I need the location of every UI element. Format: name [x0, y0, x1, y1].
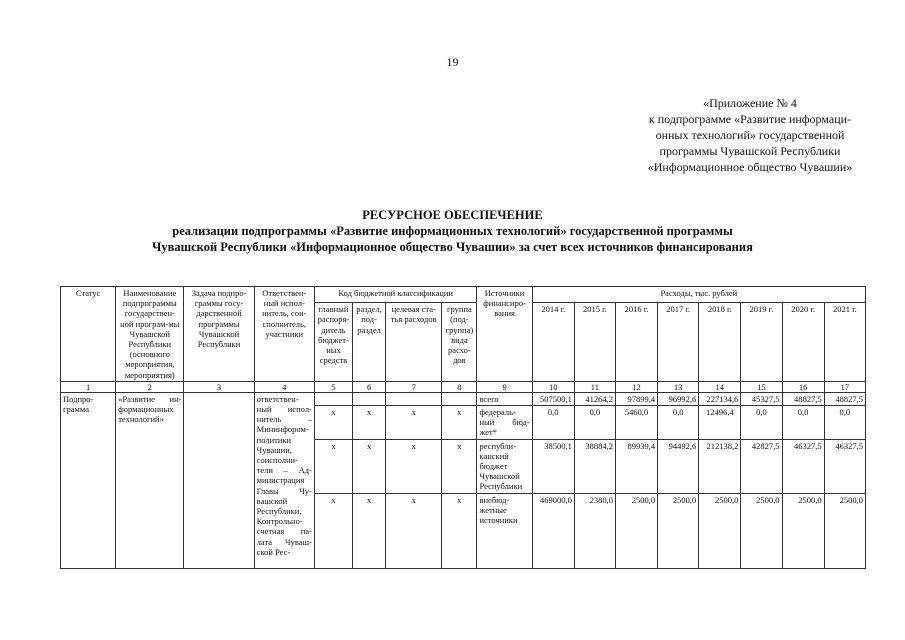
value-cell: 96992,6 [658, 392, 699, 405]
value-cell: 41264,2 [574, 392, 615, 405]
value-cell: 0,0 [824, 406, 865, 440]
value-cell: 2500,0 [615, 493, 657, 568]
header-row-1 [61, 287, 866, 303]
value-cell: 507500,1 [532, 392, 574, 405]
header-sources: Источники финансиро-вания [477, 287, 532, 382]
value-cell: 0,0 [741, 406, 782, 440]
appendix-line: «Информационное общество Чувашии» [647, 160, 853, 174]
column-number: 5 [314, 381, 352, 392]
value-cell: 5460,0 [615, 406, 657, 440]
value-cell: 94492,6 [658, 439, 699, 493]
header-year: 2018 г. [699, 303, 741, 382]
title-line-3: Чувашской Республики «Информационное общество Чувашии» за счет всех источников финансирования [152, 240, 753, 254]
column-number: 8 [442, 381, 477, 392]
source-cell: всего [477, 392, 532, 405]
value-cell: 212138,2 [699, 439, 741, 493]
value-cell: 469000,0 [532, 493, 574, 568]
code-cell [314, 392, 352, 405]
code-cell [353, 392, 386, 405]
resource-table [60, 286, 866, 569]
value-cell: 0,0 [532, 406, 574, 440]
header-status: Статус [61, 287, 116, 382]
header-task: Задача подпро-граммы госу-дарственной программы Чувашской Республики [184, 287, 254, 382]
appendix-note [600, 95, 900, 175]
column-number: 4 [254, 381, 314, 392]
row-status: Подпро-грамма [61, 392, 116, 568]
value-cell: 38884,2 [574, 439, 615, 493]
value-cell: 2500,0 [699, 493, 741, 568]
code-cell: x [314, 439, 352, 493]
header-expenses: Расходы, тыс. рублей [532, 287, 865, 303]
value-cell: 46327,5 [782, 439, 824, 493]
column-number: 16 [782, 381, 824, 392]
value-cell: 0,0 [574, 406, 615, 440]
header-year: 2021 г. [824, 303, 865, 382]
document-title [0, 207, 905, 255]
column-number: 1 [61, 381, 116, 392]
value-cell: 45327,5 [741, 392, 782, 405]
column-number: 3 [184, 381, 254, 392]
value-cell: 2500,0 [824, 493, 865, 568]
column-number: 13 [658, 381, 699, 392]
column-number: 2 [116, 381, 184, 392]
code-cell: x [353, 406, 386, 440]
code-cell: x [386, 493, 442, 568]
column-number: 15 [741, 381, 782, 392]
value-cell: 48827,5 [782, 392, 824, 405]
title-line-1: РЕСУРСНОЕ ОБЕСПЕЧЕНИЕ [362, 208, 543, 222]
value-cell: 48827,5 [824, 392, 865, 405]
code-cell: x [442, 406, 477, 440]
code-cell [386, 392, 442, 405]
column-number: 10 [532, 381, 574, 392]
header-budget-code: Код бюджетной классификации [314, 287, 477, 303]
appendix-line: программы Чувашской Республики [659, 144, 841, 158]
source-cell: федераль-ный бюд-жет* [477, 406, 532, 440]
appendix-line: «Приложение № 4 [703, 96, 797, 110]
value-cell: 97899,4 [615, 392, 657, 405]
column-number: 6 [353, 381, 386, 392]
row-name: «Развитие ин-формационных технологий» [116, 392, 184, 568]
header-year: 2020 г. [782, 303, 824, 382]
code-cell: x [442, 493, 477, 568]
header-year: 2019 г. [741, 303, 782, 382]
header-year: 2016 г. [615, 303, 657, 382]
value-cell: 227134,6 [699, 392, 741, 405]
value-cell: 0,0 [658, 406, 699, 440]
column-number-row [61, 381, 866, 392]
column-number: 17 [824, 381, 865, 392]
column-number: 11 [574, 381, 615, 392]
page-number: 19 [446, 55, 459, 69]
row-task [184, 392, 254, 568]
code-cell: x [386, 439, 442, 493]
value-cell: 2500,0 [741, 493, 782, 568]
code-cell: x [353, 439, 386, 493]
value-cell: 2500,0 [782, 493, 824, 568]
column-number: 7 [386, 381, 442, 392]
column-number: 12 [615, 381, 657, 392]
column-number: 9 [477, 381, 532, 392]
source-cell: республи-канский бюджет Чувашской Республики [477, 439, 532, 493]
value-cell: 38500,1 [532, 439, 574, 493]
value-cell: 2380,0 [574, 493, 615, 568]
code-cell: x [314, 493, 352, 568]
header-year: 2017 г. [658, 303, 699, 382]
column-number: 14 [699, 381, 741, 392]
table-row [61, 392, 866, 405]
header-budget-sub: главный распоря-дитель бюджет-ных средств [314, 303, 352, 382]
header-budget-sub: раздел, под-раздел [353, 303, 386, 382]
value-cell: 89939,4 [615, 439, 657, 493]
code-cell [442, 392, 477, 405]
value-cell: 0,0 [782, 406, 824, 440]
header-year: 2015 г. [574, 303, 615, 382]
header-name: Наименование подпрограммы государствен-ной програм-мы Чувашской Республики (основного мероприятия, мероприятия) [116, 287, 184, 382]
row-responsible: ответствен-ный испол-нитель – Мининфором-политики Чувашии, соисполни-тели – Ад-министрация Главы Чу-вашской Республики, Контрольно-счетная па-лата Чуваш-ской Рес- [254, 392, 314, 568]
title-line-2: реализации подпрограммы «Развитие информационных технологий» государственной программы [172, 224, 733, 238]
code-cell: x [386, 406, 442, 440]
code-cell: x [314, 406, 352, 440]
header-budget-sub: группа (под-группа) вида расхо-дов [442, 303, 477, 382]
header-responsible: Ответствен-ный испол-нитель, сои-сполнитель, участники [254, 287, 314, 382]
source-cell: внебюд-жетные источники [477, 493, 532, 568]
value-cell: 42827,5 [741, 439, 782, 493]
header-year: 2014 г. [532, 303, 574, 382]
appendix-line: к подпрограмме «Развитие информаци- [648, 112, 852, 126]
value-cell: 2500,0 [658, 493, 699, 568]
value-cell: 46327,5 [824, 439, 865, 493]
appendix-line: онных технологий» государственной [655, 128, 845, 142]
header-budget-sub: целевая ста-тья расходов [386, 303, 442, 382]
value-cell: 12496,4 [699, 406, 741, 440]
code-cell: x [442, 439, 477, 493]
code-cell: x [353, 493, 386, 568]
